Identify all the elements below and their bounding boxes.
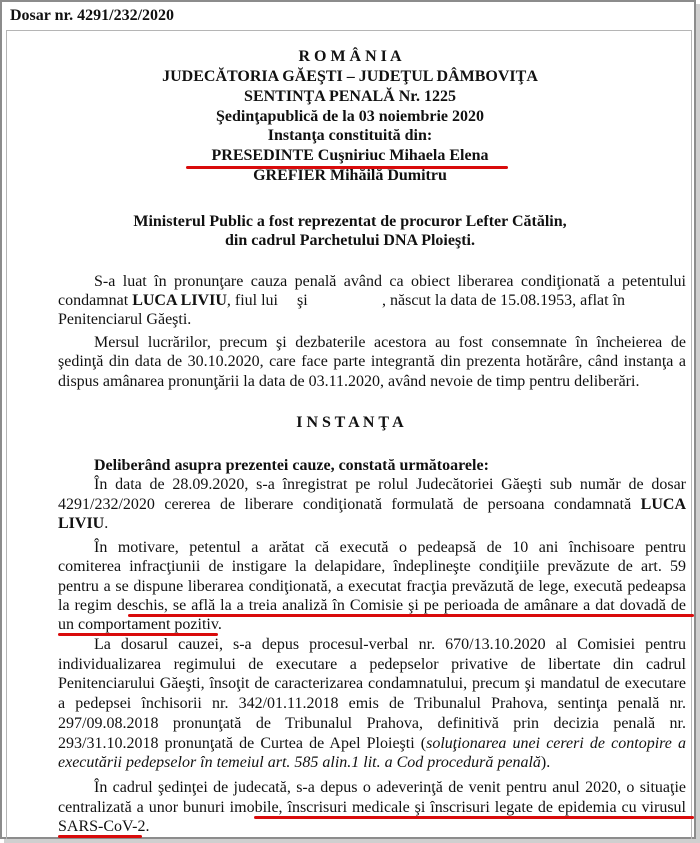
para-b-line-2: comiterea infracţiunii de instigare la delapidare, îndeplineşte condiţiile prevăzute de art. 59	[58, 558, 686, 575]
para-a-line-3: LIVIU.	[58, 515, 109, 532]
para-c-line-5: 297/09.08.2018 pronunţată de Tribunalul Prahova, definitivă prin decizia penală nr.	[58, 715, 686, 732]
president-line: PRESEDINTE Cuşniriuc Mihaela Elena	[211, 147, 489, 164]
para-b-line-5: un comportament pozitiv.	[58, 616, 222, 633]
intro-line-5: şedinţă din data de 30.10.2020, care face parte integrantă din prezenta hotărâre, când instanţa a	[58, 353, 686, 370]
session-date: Şedinţapublică de la 03 noiembrie 2020	[215, 108, 485, 125]
para-c-line-7: executării pedepselor în temeiul art. 585 alin.1 lit. a Cod procedură penală).	[58, 754, 551, 771]
shadow-bottom	[4, 839, 700, 843]
para-c-line-4: a pedepsei închisorii nr. 342/01.11.2018 emis de Tribunalul Prahova, sentinţa penală nr.	[58, 695, 686, 712]
para-c-line-1: La dosarul cauzei, s-a depus procesul-verbal nr. 670/13.10.2020 al Comisiei pentru	[94, 636, 686, 653]
para-c-line-6: 293/31.10.2018 pronunţată de Curtea de Apel Ploieşti (soluţionarea unei cereri de contopire a	[58, 735, 687, 752]
intro-line-3: Penitenciarul Găeşti.	[58, 311, 192, 328]
court-name: JUDECĂTORIA GĂEŞTI – JUDEŢUL DÂMBOVIŢA	[162, 68, 538, 85]
section-heading: I N S T A N Ţ A	[296, 414, 404, 431]
prosecutor-line: Ministerul Public a fost reprezentat de procuror Lefter Cătălin,	[133, 213, 567, 230]
intro-line-6: dispus amânarea pronunţării la data de 03.11.2020, având nevoie de timp pentru deliberări.	[58, 373, 640, 390]
para-d-line-2: centralizată a unor bunuri imobile, înscrisuri medicale şi înscrisuri legate de epidemia cu virusul	[58, 799, 686, 816]
para-a-line-1: În data de 28.09.2020, s-a înregistrat pe rolul Judecătoriei Găeşti sub număr de dosar	[94, 476, 686, 493]
para-c-line-3: Penitenciarului Găeşti, însoţit de caracterizarea condamnatului, precum şi mandatul de executare	[58, 675, 686, 692]
intro-line-2-si: şi	[297, 292, 308, 309]
petitioner-name: LUCA LIVIU	[132, 292, 227, 309]
para-d-line-1: În cadrul şedinţei de judecată, s-a depus o adeverinţă de venit pentru anul 2020, o situaţie	[94, 779, 686, 796]
intro-line-2: condamnat LUCA LIVIU, fiul lui	[58, 292, 278, 309]
intro-line-2-end: , născut la data de 15.08.1953, aflat în	[382, 292, 626, 309]
highlight-underline-4	[58, 835, 142, 838]
intro-line-4: Mersul lucrărilor, precum şi dezbaterile acestora au fost consemnate în încheierea de	[94, 334, 686, 351]
para-b-line-1: În motivare, petentul a arătat că execută o pedeapsă de 10 ani închisoare pentru	[94, 539, 686, 556]
para-b-line-4: la regim deschis, se află la a treia analiză în Comisie şi pe perioada de amânare a dat dovadă de	[58, 597, 686, 614]
para-b-line-3: pentru a se dispune liberarea condiţionată, a executat fracţia prevăzută de lege, execută pedeapsa	[58, 578, 686, 595]
country-title: R O M Â N I A	[298, 48, 402, 65]
prosecutor-office: din cadrul Parchetului DNA Ploieşti.	[225, 232, 475, 249]
court-composition: Instanţa constituită din:	[267, 127, 433, 144]
para-d-line-3: SARS-CoV-2.	[58, 818, 150, 835]
highlight-underline-3	[254, 816, 694, 819]
clerk-line: GREFIER Mihăilă Dumitru	[253, 167, 447, 184]
sentence-title: SENTINŢA PENALĂ Nr. 1225	[244, 88, 456, 105]
deliberation-heading: Deliberând asupra prezentei cauze, constată următoarele:	[94, 457, 489, 474]
case-number: Dosar nr. 4291/232/2020	[10, 7, 175, 24]
para-a-line-2: 4291/232/2020 cererea de liberare condiţionată formulată de persoana condamnată LUCA	[58, 496, 686, 513]
intro-line-1: S-a luat în pronunţare cauza penală având ca obiect liberarea condiţionată a petentului	[94, 273, 686, 290]
para-c-line-2: individualizarea regimului de executare a pedepselor privative de libertate din cadrul	[58, 656, 686, 673]
